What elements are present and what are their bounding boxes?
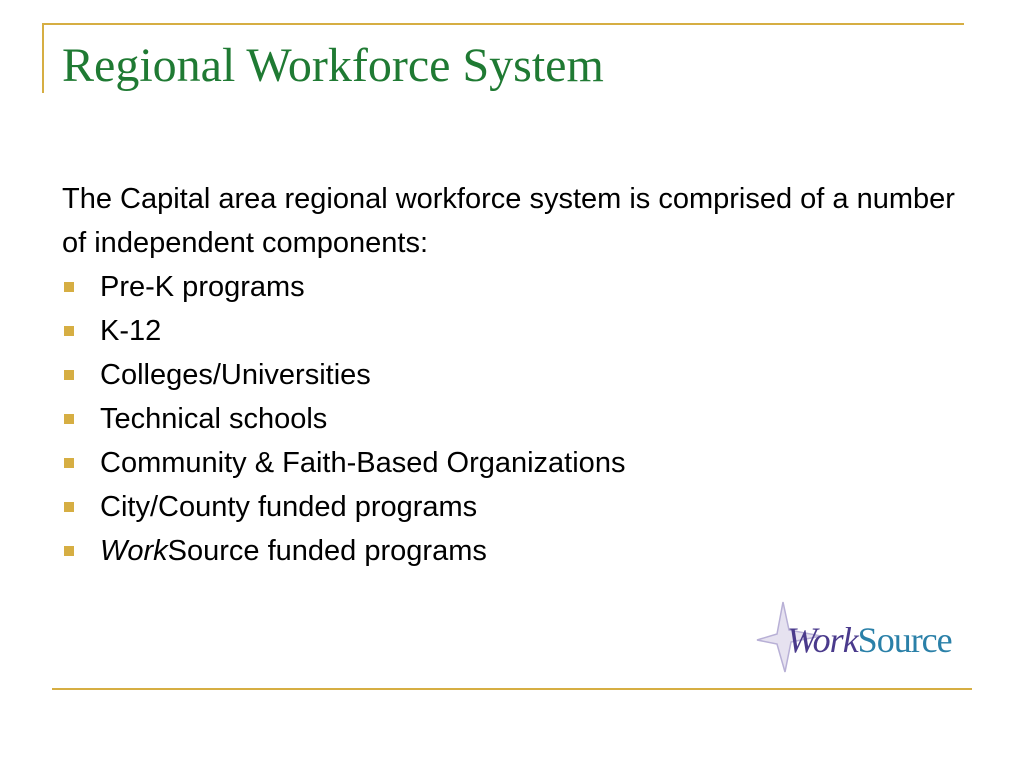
- bullet-list: [62, 265, 962, 573]
- logo-source-text: Source: [857, 620, 952, 660]
- list-item-text: Technical schools: [100, 403, 328, 435]
- list-item-text: City/County funded programs: [100, 491, 478, 523]
- bottom-rule: [52, 688, 972, 690]
- list-item: [62, 441, 962, 485]
- bullet-square-icon: [64, 282, 74, 292]
- list-item: [62, 353, 962, 397]
- list-item: [62, 265, 962, 309]
- bullet-square-icon: [64, 414, 74, 424]
- top-rule: [42, 23, 964, 25]
- slide-body: [62, 177, 962, 573]
- list-item: [62, 529, 962, 573]
- worksource-logo: [755, 600, 975, 676]
- bullet-square-icon: [64, 370, 74, 380]
- list-item-prefix: Work: [100, 535, 168, 567]
- list-item-text: Pre-K programs: [100, 271, 305, 303]
- bullet-square-icon: [64, 502, 74, 512]
- list-item: [62, 485, 962, 529]
- logo-work-text: Work: [787, 620, 858, 660]
- list-item-text: Colleges/Universities: [100, 359, 371, 391]
- bullet-square-icon: [64, 458, 74, 468]
- logo-wordmark: [787, 619, 952, 661]
- bullet-square-icon: [64, 546, 74, 556]
- list-item-text: K-12: [100, 315, 162, 347]
- bullet-square-icon: [64, 326, 74, 336]
- list-item-text: Source funded programs: [167, 535, 487, 567]
- list-item: [62, 309, 962, 353]
- left-rule: [42, 23, 44, 93]
- slide-title: Regional Workforce System: [62, 39, 604, 92]
- list-item-text: Community & Faith-Based Organizations: [100, 447, 626, 479]
- intro-text: The Capital area regional workforce system is comprised of a number of independent components:: [62, 183, 955, 259]
- list-item: [62, 397, 962, 441]
